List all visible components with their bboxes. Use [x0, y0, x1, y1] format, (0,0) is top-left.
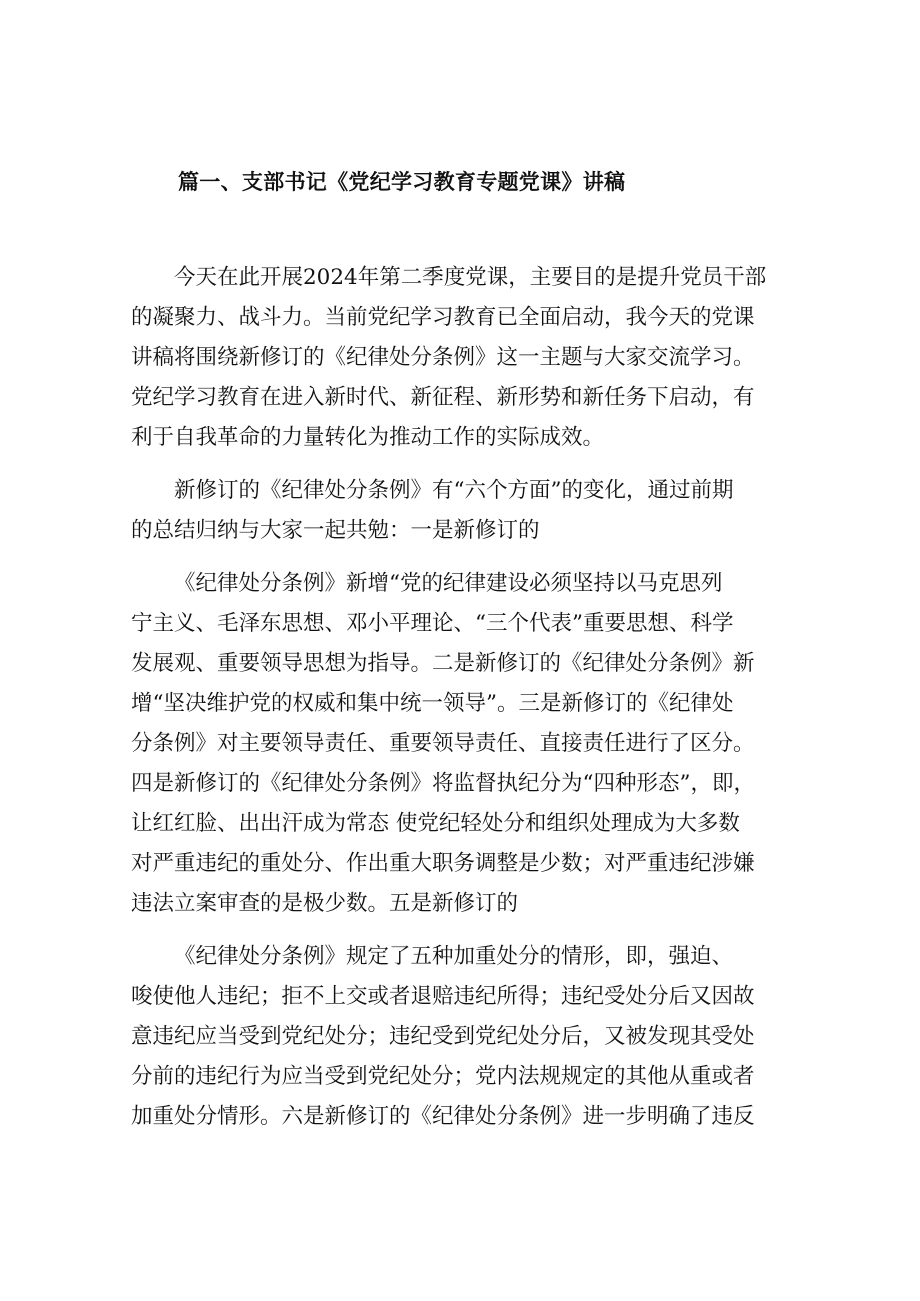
- paragraph-line: 宁主义、毛泽东思想、邓小平理论、“三个代表”重要思想、科学: [131, 611, 734, 636]
- paragraph-line: 四是新修订的《纪律处分条例》将监督执纪分为“四种形态”，即，: [131, 771, 755, 796]
- paragraph-line: 《纪律处分条例》新增“党的纪律建设必须坚持以马克思列: [174, 571, 723, 596]
- paragraph-line: 发展观、重要领导思想为指导。二是新修订的《纪律处分条例》新: [131, 651, 755, 676]
- paragraph-line: 对严重违纪的重处分、作出重大职务调整是少数；对严重违纪涉嫌: [131, 851, 755, 876]
- paragraph-line: 今天在此开展2024年第二季度党课，主要目的是提升党员干部: [174, 265, 767, 290]
- paragraph-line: 讲稿将围绕新修订的《纪律处分条例》这一主题与大家交流学习。: [131, 345, 755, 370]
- paragraph-line: 党纪学习教育在进入新时代、新征程、新形势和新任务下启动，有: [131, 385, 755, 410]
- paragraph-line: 新修订的《纪律处分条例》有“六个方面”的变化，通过前期: [174, 478, 734, 503]
- paragraph-line: 的凝聚力、战斗力。当前党纪学习教育已全面启动，我今天的党课: [131, 305, 755, 330]
- paragraph-line: 的总结归纳与大家一起共勉：一是新修订的: [131, 518, 540, 543]
- paragraph-1: [131, 258, 796, 458]
- document-body: [131, 258, 796, 1137]
- document-title: 篇一、支部书记《党纪学习教育专题党课》讲稿: [178, 170, 626, 194]
- paragraph-line: 违法立案审查的是极少数。五是新修订的: [131, 891, 519, 916]
- paragraph-line: 利于自我革命的力量转化为推动工作的实际成效。: [131, 425, 605, 450]
- paragraph-3: [131, 564, 796, 924]
- paragraph-line: 分前的违纪行为应当受到党纪处分；党内法规规定的其他从重或者: [131, 1064, 755, 1089]
- paragraph-line: 让红红脸、出出汗成为常态 使党纪轻处分和组织处理成为大多数: [131, 811, 740, 836]
- paragraph-line: 唆使他人违纪；拒不上交或者退赔违纪所得；违纪受处分后又因故: [131, 984, 755, 1009]
- paragraph-line: 加重处分情形。六是新修订的《纪律处分条例》进一步明确了违反: [131, 1104, 755, 1129]
- paragraph-line: 增“坚决维护党的权威和集中统一领导”。三是新修订的《纪律处: [131, 691, 734, 716]
- paragraph-4: [131, 937, 796, 1137]
- paragraph-2: [131, 471, 796, 551]
- paragraph-line: 分条例》对主要领导责任、重要领导责任、直接责任进行了区分。: [131, 731, 755, 756]
- paragraph-line: 《纪律处分条例》规定了五种加重处分的情形，即，强迫、: [174, 944, 734, 969]
- paragraph-line: 意违纪应当受到党纪处分；违纪受到党纪处分后，又被发现其受处: [131, 1024, 755, 1049]
